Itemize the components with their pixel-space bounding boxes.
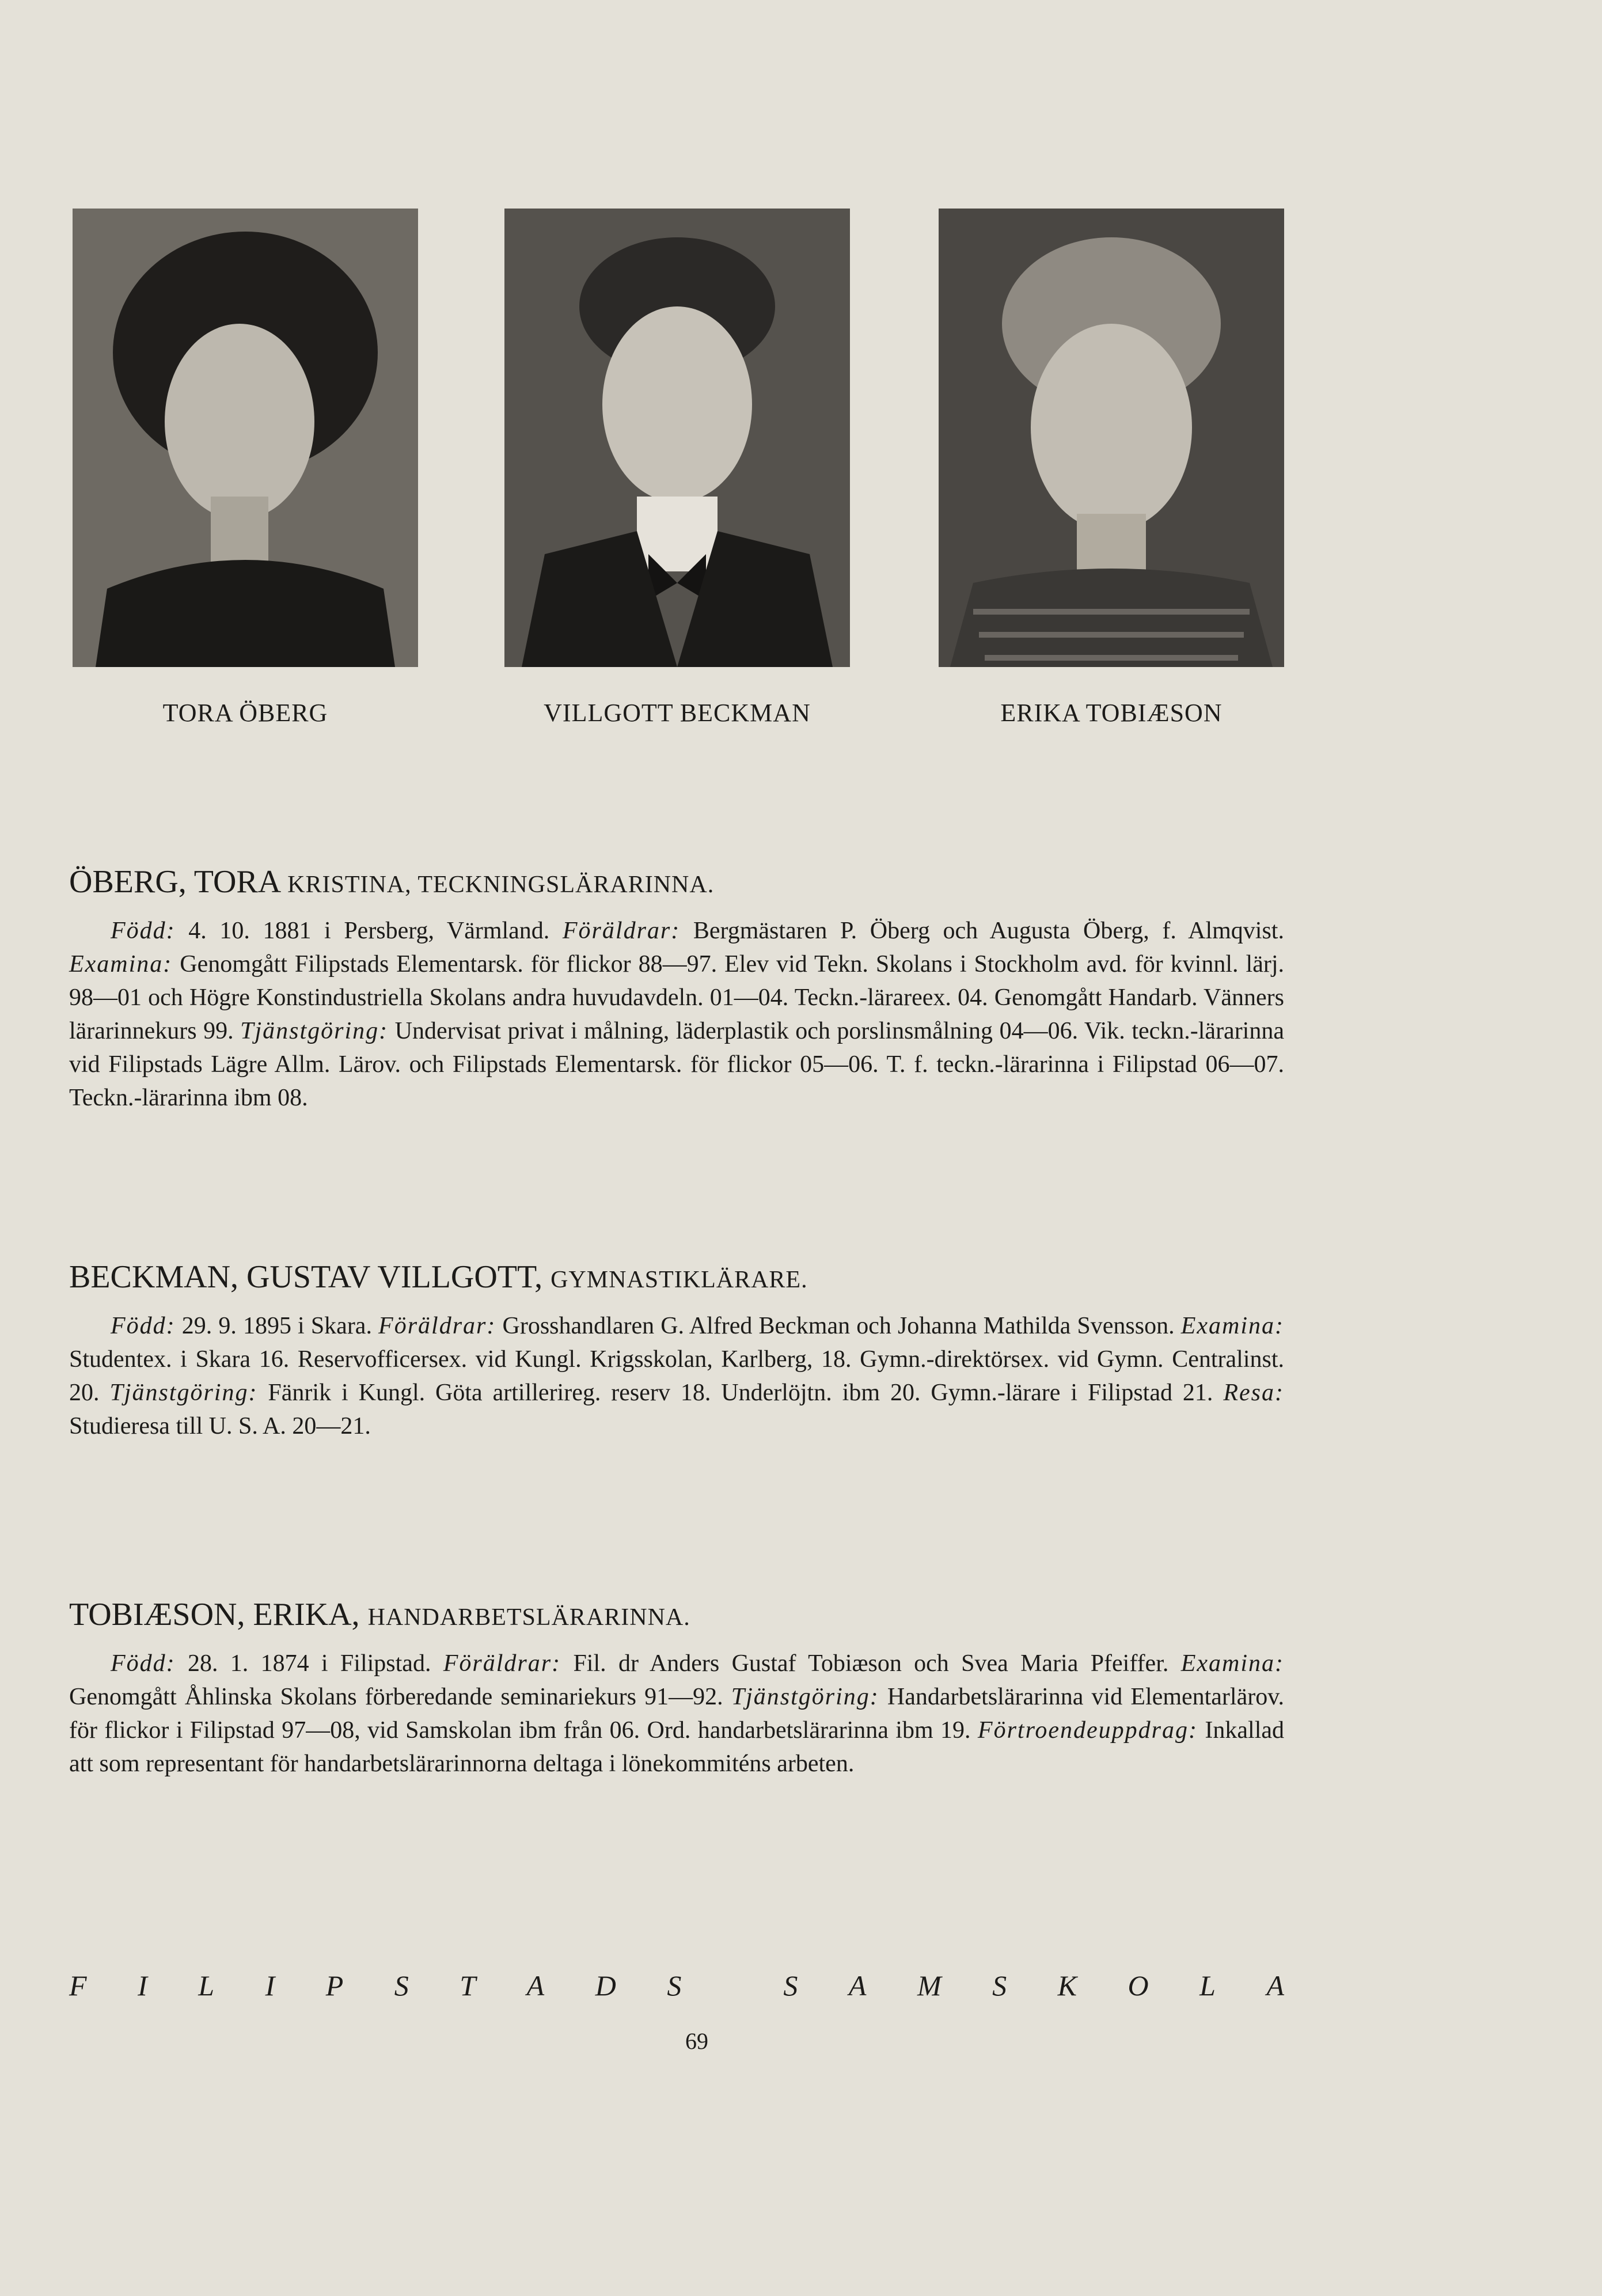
portrait-photo-oberg: [73, 209, 418, 667]
portrait-photo-beckman: [504, 209, 850, 667]
footer-letter: A: [848, 1969, 867, 2002]
footer-letter: S: [667, 1969, 682, 2002]
footer-letter: S: [394, 1969, 409, 2002]
field-label: Examina:: [1180, 1313, 1285, 1339]
field-value: Studentex. i Skara 16. Reservofficersex. vid Kungl. Krigsskolan, Karlberg, 18. Gymn.-direktörsex. vid Gymn. Centralinst. 20.: [69, 1346, 1284, 1406]
field-value: Genomgått Filipstads Elementarsk. för flickor 88—97. Elev vid Tekn. Skolans i Stockholm avd. för kvinnl. lärj. 98—01 och Högre Konstindustriella Skolans andra huvudavdeln. 01—04. Teckn.-lärareex. 04. Genomgått Handarb. Vänners lärarinnekurs 99.: [69, 951, 1284, 1044]
entry-given-name: TORA: [193, 864, 280, 900]
field-value: 4. 10. 1881 i Persberg, Värmland.: [175, 918, 563, 944]
entry-title: GYMNASTIKLÄRARE.: [551, 1267, 808, 1293]
entry-surname: TOBIÆSON,: [69, 1597, 245, 1632]
field-value: Bergmästaren P. Öberg och Augusta Öberg, f. Almqvist.: [680, 918, 1284, 944]
field-label: Född:: [111, 1313, 176, 1339]
field-value: Undervisat privat i målning, läderplastik och porslinsmålning 04—06. Vik. teckn.-lärarinna vid Filipstads Lägre Allm. Lärov. och Filipstads Elementarsk. för flickor 05—06. T. f. teckn.-lärarinna i Filipstad 06—07. Teckn.-lärarinna ibm 08.: [69, 1018, 1284, 1111]
field-value: Studieresa till U. S. A. 20—21.: [69, 1413, 371, 1439]
field-label: Examina:: [69, 951, 173, 977]
footer-letter: K: [1057, 1969, 1077, 2002]
field-label: Föräldrar:: [443, 1650, 561, 1677]
entry-heading: [69, 1257, 1284, 1300]
field-value: 29. 9. 1895 i Skara.: [175, 1313, 379, 1339]
portrait-photo-tobiaeson: [939, 209, 1284, 667]
footer-letter: F: [69, 1969, 87, 2002]
entry-given-name: ERIKA,: [253, 1597, 360, 1632]
entry-heading: [69, 862, 1284, 905]
entry-given-name: GUSTAV VILLGOTT,: [246, 1259, 543, 1295]
field-value: Fil. dr Anders Gustaf Tobiæson och Svea Maria Pfeiffer.: [561, 1650, 1181, 1677]
entry-surname: BECKMAN,: [69, 1259, 239, 1295]
caption-beckman: VILLGOTT BECKMAN: [544, 699, 811, 727]
caption-tobiaeson: ERIKA TOBIÆSON: [1000, 699, 1223, 727]
entry-body: [69, 914, 1284, 1115]
field-value: 28. 1. 1874 i Filipstad.: [175, 1650, 443, 1677]
field-label: Föräldrar:: [378, 1313, 496, 1339]
field-label: Tjänstgöring:: [731, 1684, 879, 1710]
footer-letter: A: [526, 1969, 545, 2002]
footer-letter: P: [325, 1969, 344, 2002]
footer-letter: L: [1199, 1969, 1216, 2002]
entry-title: HANDARBETSLÄRARINNA.: [367, 1604, 690, 1631]
entry-heading: [69, 1594, 1284, 1638]
footer-letter: M: [917, 1969, 942, 2002]
entry-surname: ÖBERG,: [69, 864, 187, 900]
field-label: Examina:: [1180, 1650, 1284, 1677]
footer-letter: I: [265, 1969, 275, 2002]
entry-tobiaeson: [69, 1594, 1284, 1780]
caption-oberg: TORA ÖBERG: [162, 699, 328, 727]
field-label: Resa:: [1223, 1380, 1284, 1406]
field-value: Genomgått Åhlinska Skolans förberedande seminariekurs 91—92.: [69, 1684, 731, 1710]
entry-title: KRISTINA, TECKNINGSLÄRARINNA.: [287, 872, 715, 898]
field-label: Född:: [111, 1650, 176, 1677]
footer-letter: I: [138, 1969, 147, 2002]
field-label: Tjänstgöring:: [240, 1018, 389, 1044]
entry-oberg: [69, 862, 1284, 1115]
field-label: Förtroendeuppdrag:: [977, 1717, 1198, 1744]
footer-letter: O: [1128, 1969, 1149, 2002]
footer-letter: A: [1266, 1969, 1284, 2002]
entry-body: [69, 1309, 1284, 1443]
portrait-oberg-image: [73, 209, 418, 667]
footer-letter: S: [992, 1969, 1007, 2002]
footer-letter: L: [198, 1969, 215, 2002]
field-value: Handarbetslärarinna vid Elementarlärov. för flickor i Filipstad 97—08, vid Samskolan ibm från 06. Ord. handarbetslärarinna ibm 19.: [69, 1684, 1284, 1744]
field-value: Grosshandlaren G. Alfred Beckman och Johanna Mathilda Svensson.: [496, 1313, 1181, 1339]
field-value: Inkallad att som representant för handarbetslärarinnorna deltaga i lönekommiténs arbeten.: [69, 1717, 1285, 1777]
field-label: Föräldrar:: [562, 918, 681, 944]
footer-letter: D: [595, 1969, 616, 2002]
field-value: Fänrik i Kungl. Göta artillerireg. reserv 18. Underlöjtn. ibm 20. Gymn.-lärare i Filipstad 21.: [257, 1380, 1224, 1406]
entry-beckman: [69, 1257, 1284, 1443]
entry-body: [69, 1647, 1284, 1780]
portrait-beckman-image: [504, 209, 850, 667]
footer-school-name: [69, 1969, 1284, 2002]
field-label: Tjänstgöring:: [109, 1380, 258, 1406]
page-number: 69: [685, 2028, 708, 2054]
portrait-tobiaeson-image: [939, 209, 1284, 667]
footer-letter: T: [460, 1969, 476, 2002]
footer-letter: S: [783, 1969, 798, 2002]
field-label: Född:: [111, 918, 176, 944]
